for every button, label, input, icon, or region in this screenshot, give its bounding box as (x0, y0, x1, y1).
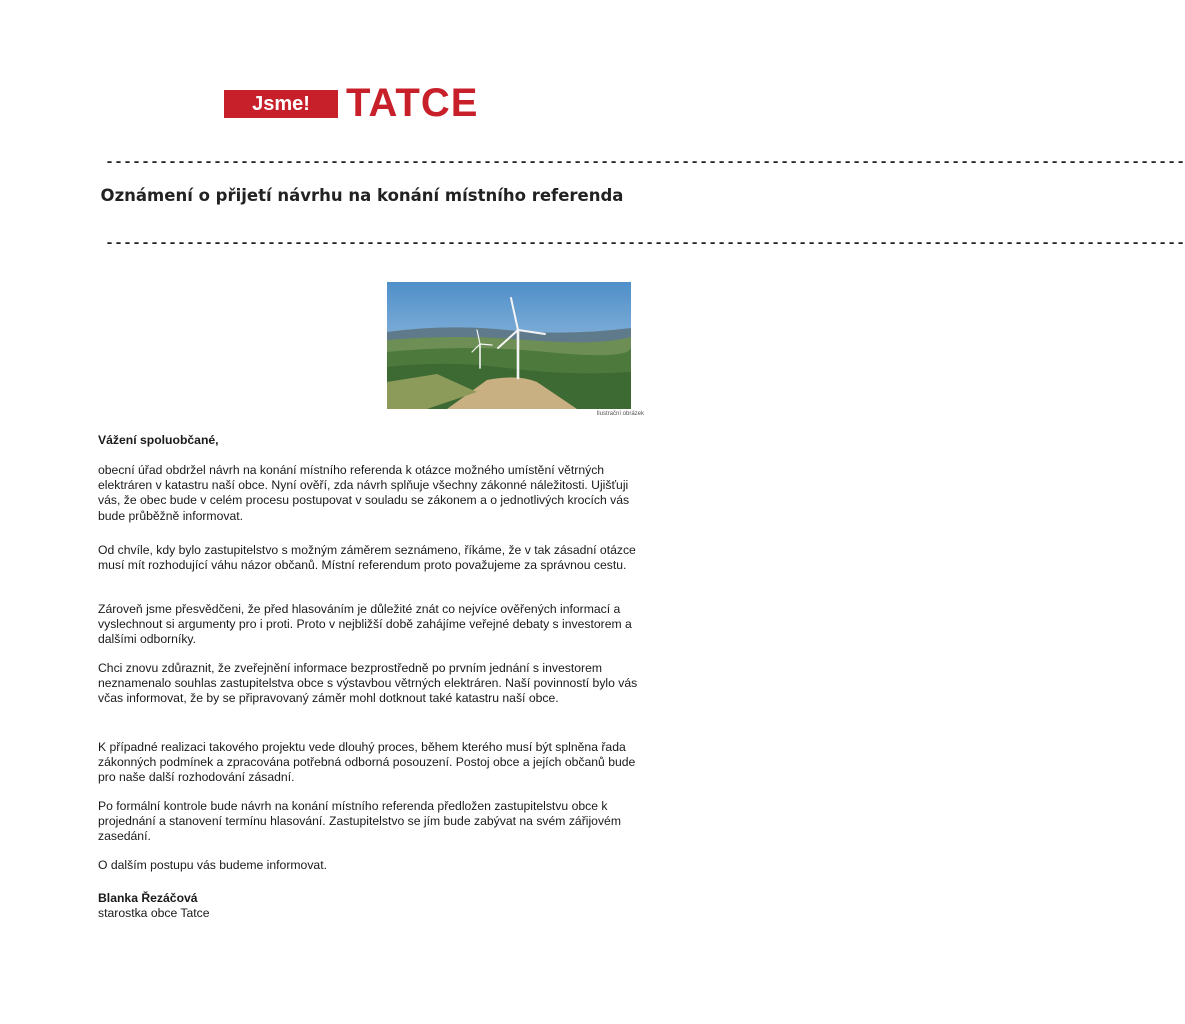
paragraph-1: obecní úřad obdržel návrh na konání místního referenda k otázce možného umístění větrných elektráren v katastru naší obce. Nyní ověří, zda návrh splňuje všechny zákonné náležitosti. Ujišťuji vás, že obec bude v celém procesu postupovat v souladu se zákonem a o jednotlivých krocích vás bude průběžně informovat. (98, 463, 630, 523)
signature-name: Blanka Řezáčová (98, 891, 198, 905)
paragraph-4: Chci znovu zdůraznit, že zveřejnění informace bezprostředně po prvním jednání s investorem neznamenalo souhlas zastupitelstva obce s výstavbou větrných elektráren. Naší povinností bylo vás včas informovat, že by se připravovaný záměr mohl dotknout také katastru naší obce. (98, 661, 638, 706)
paragraph-2: Od chvíle, kdy bylo zastupitelstvo s možným záměrem seznámeno, říkáme, že v tak zásadní otázce musí mít rozhodující váhu názor občanů. Místní referendum proto považujeme za správnou cestu. (98, 543, 636, 573)
logo-badge: Jsme! (224, 90, 338, 118)
tatce-logo (224, 81, 506, 125)
separator-bottom: ------------------------------------------------------------------------------------------------------------------------ (105, 235, 1185, 252)
paragraph-7: O dalším postupu vás budeme informovat. (98, 858, 327, 872)
image-caption: Ilustrační obrázek (596, 411, 644, 417)
paragraph-5: K případné realizaci takového projektu vede dlouhý proces, během kterého musí být splněna řada zákonných podmínek a zpracována potřebná odborná posouzení. Postoj obce a jejích občanů bude pro naše další rozhodování zásadní. (98, 740, 636, 785)
logo-wordmark: TATCE (346, 81, 479, 125)
wind-turbine-photo (387, 282, 631, 409)
paragraph-6: Po formální kontrole bude návrh na konání místního referenda předložen zastupitelstvu obce k projednání a stanovení termínu hlasování. Zastupitelstvo se jím bude zabývat na svém zářijovém zasedání. (98, 799, 621, 844)
signature-role: starostka obce Tatce (98, 906, 210, 920)
paragraph-3: Zároveň jsme přesvědčeni, že před hlasováním je důležité znát co nejvíce ověřených informací a vyslechnout si argumenty pro i proti. Proto v nejbližší době zahájíme veřejné debaty s investorem a dalšími odborníky. (98, 602, 632, 647)
page-title: Oznámení o přijetí návrhu na konání místního referenda (100, 186, 624, 205)
greeting: Vážení spoluobčané, (98, 433, 219, 447)
separator-top: ------------------------------------------------------------------------------------------------------------------------ (105, 154, 1185, 171)
